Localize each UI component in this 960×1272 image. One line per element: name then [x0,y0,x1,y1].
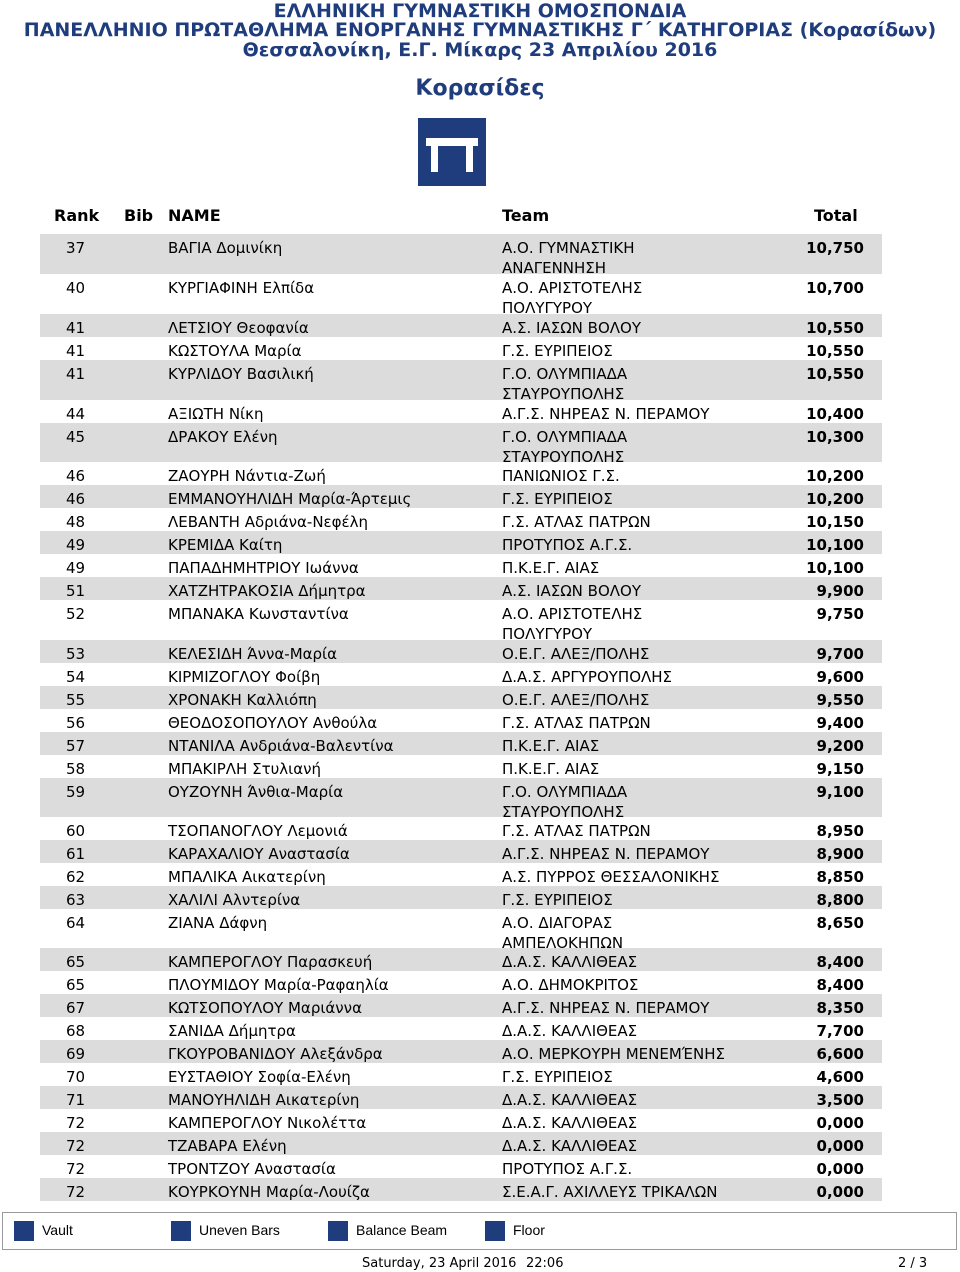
rank-cell: 60 [66,822,86,840]
team-cell: Π.Κ.Ε.Γ. ΑΙΑΣ [502,559,600,577]
name-cell: ΛΕΤΣΙΟΥ Θεοφανία [168,319,309,337]
team-cell: Γ.Ο. ΟΛΥΜΠΙΑΔΑ ΣΤΑΥΡΟΥΠΟΛΗΣ [502,428,628,466]
total-cell: 8,650 [816,914,864,932]
table-row [0,427,960,466]
rank-cell: 62 [66,868,86,886]
name-cell: ΚΕΛΕΣΙΔΗ Άννα-Μαρία [168,645,338,663]
total-cell: 7,700 [816,1022,864,1040]
table-row [0,1159,960,1182]
floor-icon [485,1221,505,1241]
rank-cell: 40 [66,279,86,297]
table-row [0,1067,960,1090]
team-cell: Α.Γ.Σ. ΝΗΡΕΑΣ Ν. ΠΕΡΑΜΟΥ [502,845,710,863]
name-cell: ΔΡΑΚΟΥ Ελένη [168,428,278,446]
table-row [0,736,960,759]
total-cell: 10,200 [806,490,864,508]
total-cell: 9,750 [816,605,864,623]
name-cell: ΓΚΟΥΡΟΒΑΝΙΔΟΥ Αλεξάνδρα [168,1045,383,1063]
total-cell: 8,350 [816,999,864,1017]
name-cell: ΜΠΑΚΙΡΛΗ Στυλιανή [168,760,322,778]
table-row [0,364,960,403]
table-row [0,558,960,581]
rank-cell: 49 [66,559,86,577]
name-cell: ΚΥΡΓΙΑΦΙΝΗ Ελπίδα [168,279,315,297]
legend-label: Uneven Bars [199,1222,280,1238]
table-row [0,1113,960,1136]
team-cell: Δ.Α.Σ. ΚΑΛΛΙΘΕΑΣ [502,1137,638,1155]
table-row [0,690,960,713]
venue-date: Θεσσαλονίκη, Ε.Γ. Μίκαρς 23 Απριλίου 2016 [242,39,718,61]
total-cell: 9,700 [816,645,864,663]
legend-label: Floor [513,1222,545,1238]
team-cell: Γ.Σ. ΕΥΡΙΠΕΙΟΣ [502,891,613,909]
team-cell: Α.Ο. ΜΕΡΚΟΥΡΗ ΜΕΝΕΜΈΝΗΣ [502,1045,725,1063]
name-cell: ΤΣΟΠΑΝΟΓΛΟΥ Λεμονιά [168,822,348,840]
table-row [0,821,960,844]
rank-cell: 37 [66,239,86,257]
table-row [0,782,960,821]
total-cell: 9,900 [816,582,864,600]
name-cell: ΟΥΖΟΥΝΗ Άνθια-Μαρία [168,783,344,801]
table-row [0,913,960,952]
total-cell: 8,800 [816,891,864,909]
rank-cell: 72 [66,1137,86,1155]
team-cell: Α.Ο. ΑΡΙΣΤΟΤΕΛΗΣ ΠΟΛΥΓΥΡΟΥ [502,605,643,643]
total-cell: 9,100 [816,783,864,801]
table-row [0,1090,960,1113]
championship-title: ΠΑΝΕΛΛΗΝΙΟ ΠΡΩΤΑΘΛΗΜΑ ΕΝΟΡΓΑΝΗΣ ΓΥΜΝΑΣΤΙΚΗΣ Γ΄ ΚΑΤΗΓΟΡΙΑΣ (Κορασίδων) [23,19,937,41]
table-row [0,581,960,604]
table-row [0,667,960,690]
total-cell: 9,200 [816,737,864,755]
name-cell: ΝΤΑΝΙΛΑ Ανδριάνα-Βαλεντίνα [168,737,394,755]
table-row [0,238,960,277]
team-cell: Α.Γ.Σ. ΝΗΡΕΑΣ Ν. ΠΕΡΑΜΟΥ [502,405,710,423]
col-rank-header: Rank [54,206,100,225]
name-cell: ΧΡΟΝΑΚΗ Καλλιόπη [168,691,317,709]
rank-cell: 51 [66,582,86,600]
print-date: Saturday, 23 April 2016 [362,1256,517,1271]
total-cell: 4,600 [816,1068,864,1086]
team-cell: Γ.Σ. ΑΤΛΑΣ ΠΑΤΡΩΝ [502,714,651,732]
col-name-header: NAME [168,206,221,225]
table-row [0,604,960,643]
name-cell: ΖΙΑΝΑ Δάφνη [168,914,268,932]
table-row [0,890,960,913]
rank-cell: 45 [66,428,86,446]
team-cell: Α.Ο. ΔΙΑΓΟΡΑΣ ΑΜΠΕΛΟΚΗΠΩΝ [502,914,624,952]
rank-cell: 55 [66,691,86,709]
total-cell: 10,400 [806,405,864,423]
table-row [0,466,960,489]
rank-cell: 53 [66,645,86,663]
table-row [0,341,960,364]
rank-cell: 65 [66,976,86,994]
col-team-header: Team [502,206,550,225]
total-cell: 0,000 [816,1114,864,1132]
name-cell: ΕΜΜΑΝΟΥΗΛΙΔΗ Μαρία-Άρτεμις [168,490,412,508]
team-cell: Δ.Α.Σ. ΚΑΛΛΙΘΕΑΣ [502,1091,638,1109]
rank-cell: 72 [66,1183,86,1201]
name-cell: ΛΕΒΑΝΤΗ Αδριάνα-Νεφέλη [168,513,369,531]
team-cell: Γ.Σ. ΕΥΡΙΠΕΙΟΣ [502,1068,613,1086]
team-cell: Α.Ο. ΑΡΙΣΤΟΤΕΛΗΣ ΠΟΛΥΓΥΡΟΥ [502,279,643,317]
print-time: 22:06 [526,1256,564,1271]
table-row [0,867,960,890]
table-row [0,998,960,1021]
team-cell: Γ.Σ. ΕΥΡΙΠΕΙΟΣ [502,342,613,360]
page-number: 2 / 3 [898,1256,928,1271]
rank-cell: 71 [66,1091,86,1109]
total-cell: 3,500 [816,1091,864,1109]
team-cell: Α.Ο. ΓΥΜΝΑΣΤΙΚΗ ΑΝΑΓΕΝΝΗΣΗ [502,239,635,277]
team-cell: Δ.Α.Σ. ΚΑΛΛΙΘΕΑΣ [502,1114,638,1132]
total-cell: 10,150 [806,513,864,531]
name-cell: ΜΑΝΟΥΗΛΙΔΗ Αικατερίνη [168,1091,360,1109]
total-cell: 10,100 [806,559,864,577]
rank-cell: 67 [66,999,86,1017]
rank-cell: 64 [66,914,86,932]
table-row [0,1021,960,1044]
rank-cell: 48 [66,513,86,531]
rank-cell: 57 [66,737,86,755]
total-cell: 0,000 [816,1183,864,1201]
name-cell: ΘΕΟΔΟΣΟΠΟΥΛΟΥ Ανθούλα [168,714,378,732]
total-cell: 10,550 [806,342,864,360]
total-cell: 9,550 [816,691,864,709]
table-row [0,844,960,867]
name-cell: ΤΡΟΝΤΖΟΥ Αναστασία [168,1160,336,1178]
rank-cell: 61 [66,845,86,863]
team-cell: Π.Κ.Ε.Γ. ΑΙΑΣ [502,737,600,755]
table-row [0,952,960,975]
team-cell: Γ.Ο. ΟΛΥΜΠΙΑΔΑ ΣΤΑΥΡΟΥΠΟΛΗΣ [502,365,628,403]
name-cell: ΕΥΣΤΑΘΙΟΥ Σοφία-Ελένη [168,1068,351,1086]
rank-cell: 59 [66,783,86,801]
team-cell: Π.Κ.Ε.Γ. ΑΙΑΣ [502,760,600,778]
rank-cell: 46 [66,490,86,508]
rank-cell: 72 [66,1114,86,1132]
uneven-bars-icon [171,1221,191,1241]
total-cell: 9,400 [816,714,864,732]
name-cell: ΚΑΜΠΕΡΟΓΛΟΥ Παρασκευή [168,953,373,971]
rank-cell: 56 [66,714,86,732]
balance-beam-icon [328,1221,348,1241]
rank-cell: 58 [66,760,86,778]
name-cell: ΖΑΟΥΡΗ Νάντια-Ζωή [168,467,326,485]
name-cell: ΚΑΜΠΕΡΟΓΛΟΥ Νικολέττα [168,1114,367,1132]
rank-cell: 54 [66,668,86,686]
team-cell: Ο.Ε.Γ. ΑΛΕΞ/ΠΟΛΗΣ [502,691,650,709]
team-cell: Γ.Σ. ΑΤΛΑΣ ΠΑΤΡΩΝ [502,513,651,531]
federation-title: ΕΛΛΗΝΙΚΗ ΓΥΜΝΑΣΤΙΚΗ ΟΜΟΣΠΟΝΔΙΑ [273,0,687,22]
table-row [0,318,960,341]
total-cell: 8,900 [816,845,864,863]
name-cell: ΚΑΡΑΧΑΛΙΟΥ Αναστασία [168,845,350,863]
table-row [0,1136,960,1159]
apparatus-legend [2,1212,957,1250]
balance-beam-icon [418,118,486,186]
team-cell: Δ.Α.Σ. ΚΑΛΛΙΘΕΑΣ [502,1022,638,1040]
team-cell: ΠΡΟΤΥΠΟΣ Α.Γ.Σ. [502,536,633,554]
team-cell: Γ.Σ. ΑΤΛΑΣ ΠΑΤΡΩΝ [502,822,651,840]
name-cell: ΤΖΑΒΑΡΑ Ελένη [168,1137,287,1155]
team-cell: Α.Ο. ΔΗΜΟΚΡΙΤΟΣ [502,976,639,994]
total-cell: 10,550 [806,319,864,337]
total-cell: 8,400 [816,976,864,994]
name-cell: ΚΩΣΤΟΥΛΑ Μαρία [168,342,302,360]
total-cell: 10,750 [806,239,864,257]
total-cell: 10,550 [806,365,864,383]
name-cell: ΚΙΡΜΙΖΟΓΛΟΥ Φοίβη [168,668,321,686]
table-row [0,512,960,535]
team-cell: Α.Σ. ΙΑΣΩΝ ΒΟΛΟΥ [502,582,641,600]
vault-icon [14,1221,34,1241]
name-cell: ΑΞΙΩΤΗ Νίκη [168,405,264,423]
rank-cell: 52 [66,605,86,623]
table-row [0,535,960,558]
team-cell: Α.Γ.Σ. ΝΗΡΕΑΣ Ν. ΠΕΡΑΜΟΥ [502,999,710,1017]
name-cell: ΚΥΡΛΙΔΟΥ Βασιλική [168,365,314,383]
rank-cell: 49 [66,536,86,554]
team-cell: Δ.Α.Σ. ΚΑΛΛΙΘΕΑΣ [502,953,638,971]
table-row [0,759,960,782]
table-row [0,278,960,317]
name-cell: ΒΑΓΙΑ Δομινίκη [168,239,283,257]
rank-cell: 69 [66,1045,86,1063]
rank-cell: 63 [66,891,86,909]
total-cell: 10,700 [806,279,864,297]
name-cell: ΠΛΟΥΜΙΔΟΥ Μαρία-Ραφαηλία [168,976,389,994]
rank-cell: 41 [66,319,86,337]
total-cell: 0,000 [816,1137,864,1155]
name-cell: ΜΠΑΝΑΚΑ Κωνσταντίνα [168,605,349,623]
team-cell: Γ.Ο. ΟΛΥΜΠΙΑΔΑ ΣΤΑΥΡΟΥΠΟΛΗΣ [502,783,628,821]
team-cell: Γ.Σ. ΕΥΡΙΠΕΙΟΣ [502,490,613,508]
legend-label: Balance Beam [356,1222,448,1238]
table-row [0,489,960,512]
rank-cell: 44 [66,405,86,423]
total-cell: 10,300 [806,428,864,446]
team-cell: ΠΑΝΙΩΝΙΟΣ Γ.Σ. [502,467,620,485]
team-cell: ΠΡΟΤΥΠΟΣ Α.Γ.Σ. [502,1160,633,1178]
rank-cell: 72 [66,1160,86,1178]
rank-cell: 41 [66,365,86,383]
total-cell: 9,600 [816,668,864,686]
table-row [0,975,960,998]
rank-cell: 70 [66,1068,86,1086]
col-total-header: Total [814,206,858,225]
total-cell: 9,150 [816,760,864,778]
total-cell: 10,100 [806,536,864,554]
team-cell: Α.Σ. ΠΥΡΡΟΣ ΘΕΣΣΑΛΟΝΙΚΗΣ [502,868,720,886]
total-cell: 8,850 [816,868,864,886]
legend-label: Vault [42,1222,73,1238]
team-cell: Δ.Α.Σ. ΑΡΓΥΡΟΥΠΟΛΗΣ [502,668,673,686]
table-row [0,404,960,427]
name-cell: ΚΩΤΣΟΠΟΥΛΟΥ Μαριάννα [168,999,362,1017]
total-cell: 6,600 [816,1045,864,1063]
category-title: Κορασίδες [415,76,545,101]
team-cell: Α.Σ. ΙΑΣΩΝ ΒΟΛΟΥ [502,319,641,337]
table-row [0,1182,960,1205]
total-cell: 10,200 [806,467,864,485]
rank-cell: 41 [66,342,86,360]
name-cell: ΚΡΕΜΙΔΑ Καίτη [168,536,283,554]
name-cell: ΠΑΠΑΔΗΜΗΤΡΙΟΥ Ιωάννα [168,559,359,577]
table-row [0,644,960,667]
rank-cell: 46 [66,467,86,485]
total-cell: 0,000 [816,1160,864,1178]
team-cell: Σ.Ε.Α.Γ. ΑΧΙΛΛΕΥΣ ΤΡΙΚΑΛΩΝ [502,1183,718,1201]
rank-cell: 68 [66,1022,86,1040]
team-cell: Ο.Ε.Γ. ΑΛΕΞ/ΠΟΛΗΣ [502,645,650,663]
total-cell: 8,400 [816,953,864,971]
name-cell: ΜΠΑΛΙΚΑ Αικατερίνη [168,868,326,886]
table-row [0,1044,960,1067]
name-cell: ΚΟΥΡΚΟΥΝΗ Μαρία-Λουίζα [168,1183,370,1201]
col-bib-header: Bib [124,206,154,225]
name-cell: ΧΑΛΙΛΙ Αλντερίνα [168,891,301,909]
table-row [0,713,960,736]
name-cell: ΣΑΝΙΔΑ Δήμητρα [168,1022,296,1040]
rank-cell: 65 [66,953,86,971]
total-cell: 8,950 [816,822,864,840]
name-cell: ΧΑΤΖΗΤΡΑΚΟΣΙΑ Δήμητρα [168,582,366,600]
